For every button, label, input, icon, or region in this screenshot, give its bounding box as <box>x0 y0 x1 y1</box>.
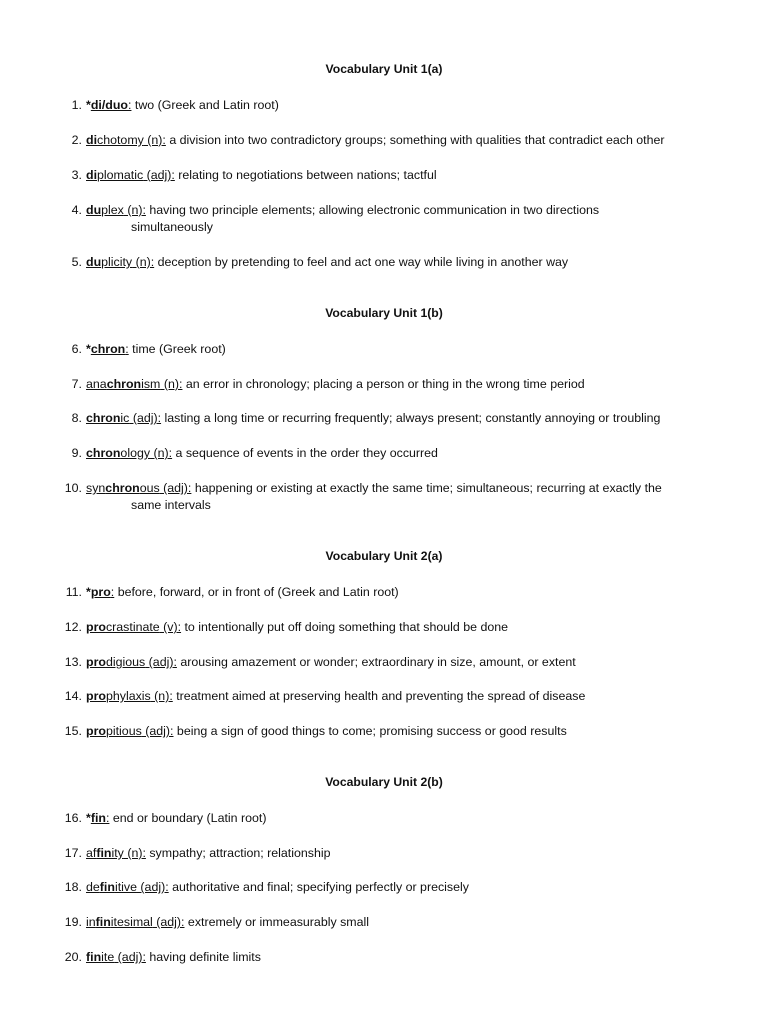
definition: relating to negotiations between nations; tactful <box>174 168 437 182</box>
vocab-entry <box>86 845 331 862</box>
part-of-speech: (adj): <box>152 915 185 929</box>
item-number: 11. <box>65 585 82 599</box>
part-of-speech: (adj): <box>136 880 169 894</box>
word-root: di <box>86 168 98 182</box>
definition: two (Greek and Latin root) <box>131 98 279 112</box>
definition-continuation: same intervals <box>131 497 211 512</box>
word-root: pro <box>86 655 106 669</box>
definition: lasting a long time or recurring frequently; always present; constantly annoying or troubling <box>161 411 661 425</box>
word-root: pro <box>90 585 111 599</box>
vocab-entry <box>86 810 266 827</box>
part-of-speech: (adj): <box>145 655 177 669</box>
definition: a sequence of events in the order they occurred <box>172 446 438 460</box>
word-part: ology <box>120 446 151 460</box>
vocab-entry <box>86 254 568 271</box>
section-heading: Vocabulary Unit 2(a) <box>325 549 443 563</box>
word-root: chron <box>90 342 126 356</box>
vocab-entry <box>86 619 508 636</box>
root-marker-asterisk: * <box>86 811 91 825</box>
part-of-speech: (adj): <box>141 724 174 738</box>
definition: authoritative and final; specifying perfectly or precisely <box>168 880 469 894</box>
item-number: 3. <box>71 168 82 182</box>
vocab-entry <box>86 654 576 671</box>
vocab-entry <box>86 480 662 497</box>
part-of-speech: (n): <box>123 846 146 860</box>
part-of-speech: (n): <box>150 689 173 703</box>
item-number: 20. <box>64 950 82 964</box>
definition: end or boundary (Latin root) <box>109 811 267 825</box>
word-part: af <box>86 846 97 860</box>
item-number: 16. <box>64 811 82 825</box>
definition-continuation: simultaneously <box>131 219 213 234</box>
root-marker-asterisk: * <box>86 585 91 599</box>
word-part: ana <box>86 377 107 391</box>
definition: happening or existing at exactly the same time; simultaneous; recurring at exactly the <box>191 481 662 495</box>
word-root: chron <box>86 411 121 425</box>
definition: being a sign of good things to come; promising success or good results <box>173 724 567 738</box>
item-number: 17. <box>64 846 82 860</box>
word-root: fin <box>90 811 106 825</box>
definition: an error in chronology; placing a person or thing in the wrong time period <box>182 377 585 391</box>
section-heading: Vocabulary Unit 2(b) <box>325 775 443 789</box>
word-root: chron <box>86 446 121 460</box>
item-number: 19. <box>64 915 82 929</box>
word-root: di/duo <box>90 98 128 112</box>
word-root: chron <box>105 481 140 495</box>
definition: sympathy; attraction; relationship <box>145 846 331 860</box>
item-number: 7. <box>71 377 82 391</box>
item-number: 14. <box>64 689 82 703</box>
definition: deception by pretending to feel and act one way while living in another way <box>154 255 569 269</box>
part-of-speech: (adj): <box>159 481 192 495</box>
word-part: pitious <box>105 724 142 738</box>
word-part: in <box>86 915 96 929</box>
vocab-entry <box>86 688 585 705</box>
word-root: pro <box>86 724 106 738</box>
vocab-entry <box>86 410 660 427</box>
word-part: itive <box>114 880 137 894</box>
root-marker-asterisk: * <box>86 98 91 112</box>
part-of-speech: (n): <box>123 203 146 217</box>
word-part: plicity <box>101 255 133 269</box>
word-root: fin <box>95 915 111 929</box>
word-root: di <box>86 133 98 147</box>
item-number: 12. <box>64 620 82 634</box>
item-number: 15. <box>64 724 82 738</box>
word-part: de <box>86 880 100 894</box>
word-part: plomatic <box>97 168 144 182</box>
part-of-speech: : <box>125 342 129 356</box>
part-of-speech: (n): <box>143 133 166 147</box>
part-of-speech: : <box>128 98 132 112</box>
section-heading: Vocabulary Unit 1(b) <box>325 306 443 320</box>
vocab-entry <box>86 723 567 740</box>
word-part: chotomy <box>97 133 144 147</box>
part-of-speech: (n): <box>150 446 173 460</box>
word-root: fin <box>96 846 112 860</box>
vocab-entry <box>86 97 279 114</box>
word-part: ic <box>120 411 130 425</box>
definition: before, forward, or in front of (Greek and Latin root) <box>114 585 399 599</box>
vocab-entry <box>86 167 437 184</box>
part-of-speech: (adj): <box>143 168 175 182</box>
vocab-entry <box>86 341 226 358</box>
item-number: 6. <box>71 342 82 356</box>
word-part: plex <box>101 203 124 217</box>
vocab-entry <box>86 584 399 601</box>
word-root: fin <box>99 880 115 894</box>
definition: time (Greek root) <box>128 342 226 356</box>
word-root: pro <box>86 620 106 634</box>
vocab-entry <box>86 914 369 931</box>
vocab-entry <box>86 132 665 149</box>
item-number: 8. <box>71 411 82 425</box>
part-of-speech: : <box>110 585 115 599</box>
item-number: 10. <box>64 481 82 495</box>
word-part: ite <box>101 950 115 964</box>
section-heading: Vocabulary Unit 1(a) <box>325 62 443 76</box>
definition: arousing amazement or wonder; extraordinary in size, amount, or extent <box>176 655 576 669</box>
word-root: pro <box>86 689 106 703</box>
word-part: itesimal <box>110 915 153 929</box>
definition: extremely or immeasurably small <box>184 915 370 929</box>
word-part: crastinate <box>105 620 160 634</box>
item-number: 4. <box>71 203 82 217</box>
item-number: 9. <box>71 446 82 460</box>
word-root: du <box>86 203 102 217</box>
vocab-entry <box>86 376 585 393</box>
vocab-entry <box>86 445 438 462</box>
word-part: ism <box>141 377 161 391</box>
vocab-entry <box>86 949 261 966</box>
part-of-speech: (v): <box>159 620 182 634</box>
word-root: chron <box>106 377 142 391</box>
part-of-speech: (n): <box>160 377 183 391</box>
definition: a division into two contradictory groups; something with qualities that contradict each other <box>165 133 665 147</box>
vocab-entry <box>86 879 469 896</box>
part-of-speech: (adj): <box>114 950 146 964</box>
item-number: 13. <box>64 655 82 669</box>
definition: having two principle elements; allowing electronic communication in two directions <box>145 203 600 217</box>
word-root: fin <box>86 950 102 964</box>
item-number: 2. <box>71 133 82 147</box>
word-part: ous <box>139 481 160 495</box>
word-part: phylaxis <box>105 689 151 703</box>
item-number: 18. <box>64 880 82 894</box>
definition: having definite limits <box>145 950 261 964</box>
definition: to intentionally put off doing something that should be done <box>181 620 509 634</box>
word-part: syn <box>86 481 106 495</box>
part-of-speech: (n): <box>132 255 155 269</box>
vocab-entry <box>86 202 599 219</box>
part-of-speech: : <box>105 811 110 825</box>
item-number: 1. <box>71 98 82 112</box>
root-marker-asterisk: * <box>86 342 91 356</box>
word-root: du <box>86 255 102 269</box>
part-of-speech: (adj): <box>129 411 162 425</box>
item-number: 5. <box>71 255 82 269</box>
word-part: digious <box>105 655 146 669</box>
word-part: ity <box>111 846 124 860</box>
definition: treatment aimed at preserving health and preventing the spread of disease <box>172 689 586 703</box>
